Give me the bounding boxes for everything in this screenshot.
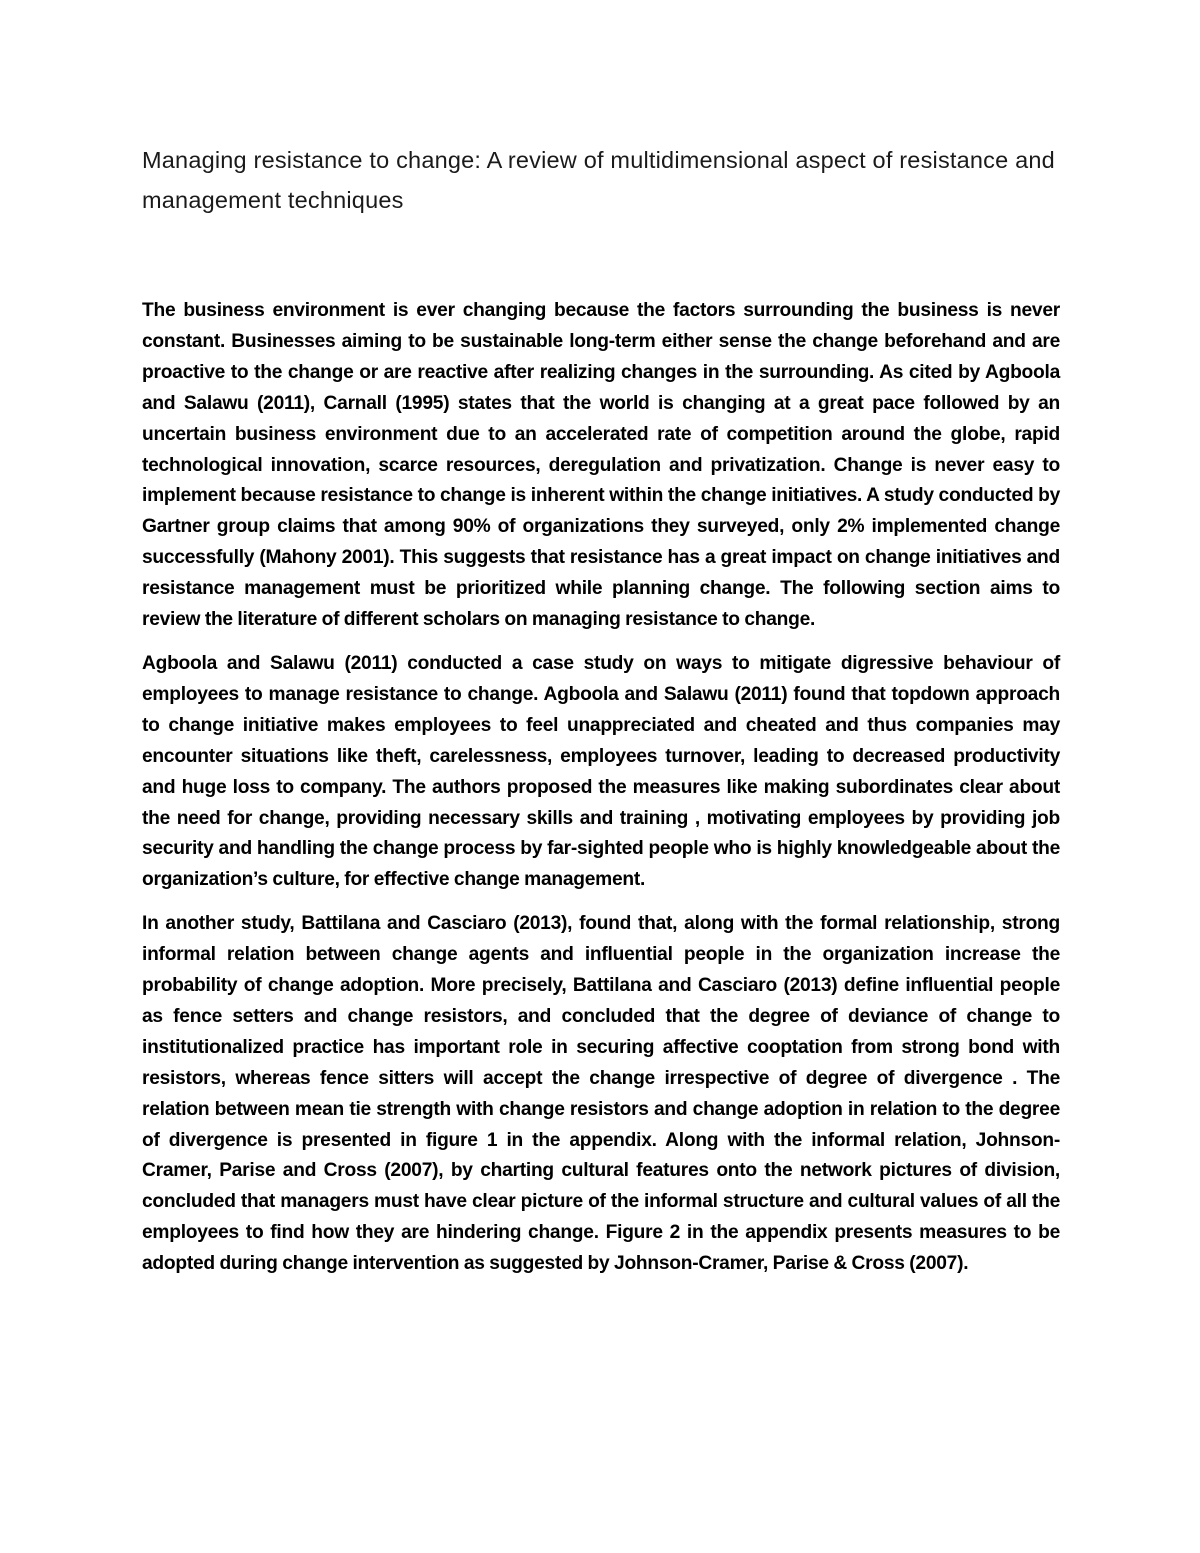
paragraph-agboola-salawu: Agboola and Salawu (2011) conducted a case study on ways to mitigate digressive behaviour of employees to manage resistance to change. Agboola and Salawu (2011) found that topdown approach to change initiative makes employees to feel unappreciated and cheated and thus companies may encounter situations like theft, carelessness, employees turnover, leading to decreased productivity and huge loss to company. The authors proposed the measures like making subordinates clear about the need for change, providing necessary skills and training , motivating employees by providing job security and handling the change process by far-sighted people who is highly knowledgeable about the organization’s culture, for effective change management. [142,652,1060,891]
document-body [142,140,1060,1293]
paragraph-battilana-casciaro: In another study, Battilana and Casciaro (2013), found that, along with the formal relationship, strong informal relation between change agents and influential people in the organization increase the probability of change adoption. More precisely, Battilana and Casciaro (2013) define influential people as fence setters and change resistors, and concluded that the degree of deviance of change to institutionalized practice has important role in securing affective cooptation from strong bond with resistors, whereas fence sitters will accept the change irrespective of degree of divergence . The relation between mean tie strength with change resistors and change adoption in relation to the degree of divergence is presented in figure 1 in the appendix. Along with the informal relation, Johnson-Cramer, Parise and Cross (2007), by charting cultural features onto the network pictures of division, concluded that managers must have clear picture of the informal structure and cultural values of all the employees to find how they are hindering change. Figure 2 in the appendix presents measures to be adopted during change intervention as suggested by Johnson-Cramer, Parise & Cross (2007). [142,913,1060,1275]
document-title: Managing resistance to change: A review of multidimensional aspect of resistance and management techniques [142,147,1055,213]
paragraph-intro: The business environment is ever changing because the factors surrounding the business is never constant. Businesses aiming to be sustainable long-term either sense the change beforehand and are proactive to the change or are reactive after realizing changes in the surrounding. As cited by Agboola and Salawu (2011), Carnall (1995) states that the world is changing at a great pace followed by an uncertain business environment due to an accelerated rate of competition around the globe, rapid technological innovation, scarce resources, deregulation and privatization. Change is never easy to implement because resistance to change is inherent within the change initiatives. A study conducted by Gartner group claims that among 90% of organizations they surveyed, only 2% implemented change successfully (Mahony 2001). This suggests that resistance has a great impact on change initiatives and resistance management must be prioritized while planning change. The following section aims to review the literature of different scholars on managing resistance to change. [142,300,1060,631]
